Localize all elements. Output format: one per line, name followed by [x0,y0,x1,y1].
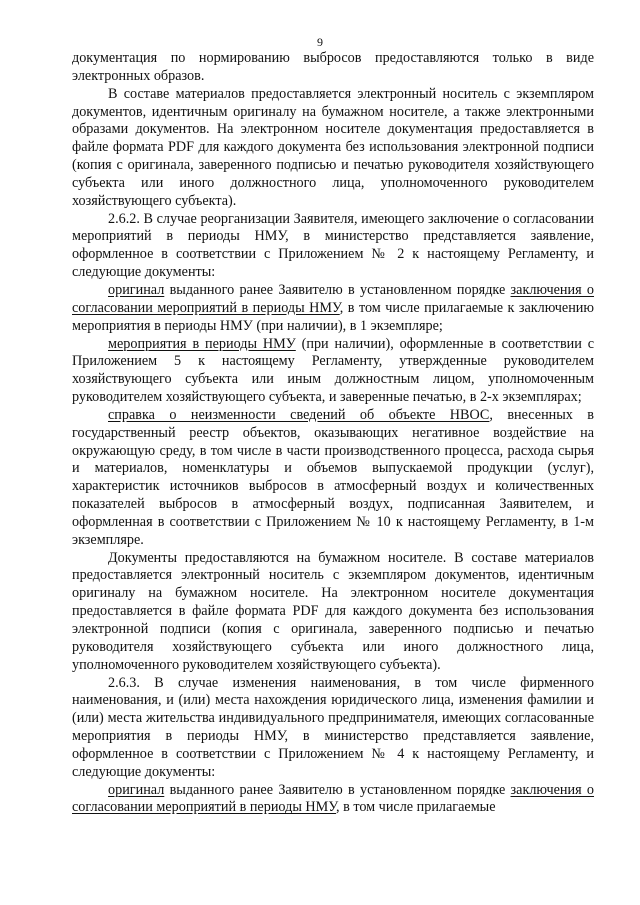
underlined-text: справка о неизменности сведений об объекте НВОС [108,406,490,423]
text-run: 2.6.3. В случае изменения наименования, в том числе фирменного наименования, и (или) места нахождения юридического лица, изменения фамилии и (или) места жительства индивидуального предпринимателя, имеющих согласованные мероприятия в периоды НМУ, в министерство представляется заявление, оформленное в соответствии с Приложением № 4 к настоящему Регламенту, и следующие документы: [72,674,594,780]
underlined-text: заключения о согласовании мероприятий в периоды НМУ [72,781,595,816]
underlined-text: оригинал [108,781,165,798]
text-run: документация по нормированию выбросов предоставляются только в виде электронных образов. [72,50,594,84]
paragraph [72,86,594,211]
text-run: , в том числе прилагаемые к заключению мероприятия в периоды НМУ (при наличии), в 1 экземпляре; [72,299,595,334]
text-run: выданного ранее Заявителю в установленном порядке [164,281,511,298]
paragraph [72,550,594,675]
paragraph [72,782,594,818]
text-run: В составе материалов предоставляется электронный носитель с экземпляром документов, идентичным оригиналу на бумажном носителе, а также электронными образами документов. На электронном носителе документация предоставляется в файле формата PDF для каждого документа без использования электронной подписи (копия с оригинала, заверенного подписью и печатью руководителя хозяйствующего субъекта или иного должностного лица, уполномоченного руководителем хозяйствующего субъекта). [72,85,594,209]
text-run: Документы предоставляются на бумажном носителе. В составе материалов предоставляется электронный носитель с экземпляром документов, идентичным оригиналу на бумажном носителе. На электронном носителе документация предоставляется в файле формата PDF для каждого документа без использования электронной подписи (копия с оригинала, заверенного подписью и печатью руководителя хозяйствующего субъекта или иного должностного лица, уполномоченного руководителем хозяйствующего субъекта). [72,549,594,673]
text-run: выданного ранее Заявителю в установленном порядке [164,781,511,798]
paragraph [72,50,594,86]
text-run: , внесенных в государственный реестр объектов, оказывающих негативное воздействие на окружающую среду, в том числе в части производственного процесса, расхода сырья и материалов, номенклатуры и объемов выпускаемой продукции (услуг), характеристик источников выбросов в атмосферный воздух и количественных показателей выбросов в атмосферный воздух, подписанная Заявителем, и оформленная в соответствии с Приложением № 10 к настоящему Регламенту, в 1-м экземпляре. [72,406,594,548]
document-body [72,50,594,817]
text-run: (при наличии), оформленные в соответствии с Приложением 5 к настоящему Регламенту, утвержденные руководителем хозяйствующего субъекта или иным должностным лицом, уполномоченным руководителем хозяйствующего субъекта, и заверенные печатью, в 2-х экземплярах; [72,335,594,406]
underlined-text: заключения о согласовании мероприятий в периоды НМУ [72,281,595,316]
underlined-text: мероприятия в периоды НМУ [108,335,296,352]
text-run: , в том числе прилагаемые [335,799,496,816]
paragraph [72,407,594,550]
paragraph [72,282,594,336]
paragraph [72,675,594,782]
page-number: 9 [317,35,323,49]
paragraph [72,336,594,407]
paragraph [72,211,594,282]
underlined-text: оригинал [108,281,165,298]
text-run: 2.6.2. В случае реорганизации Заявителя, имеющего заключение о согласовании мероприятий в периоды НМУ, в министерство представляется заявление, оформленное в соответствии с Приложением № 2 к настоящему Регламенту, и следующие документы: [72,210,594,281]
